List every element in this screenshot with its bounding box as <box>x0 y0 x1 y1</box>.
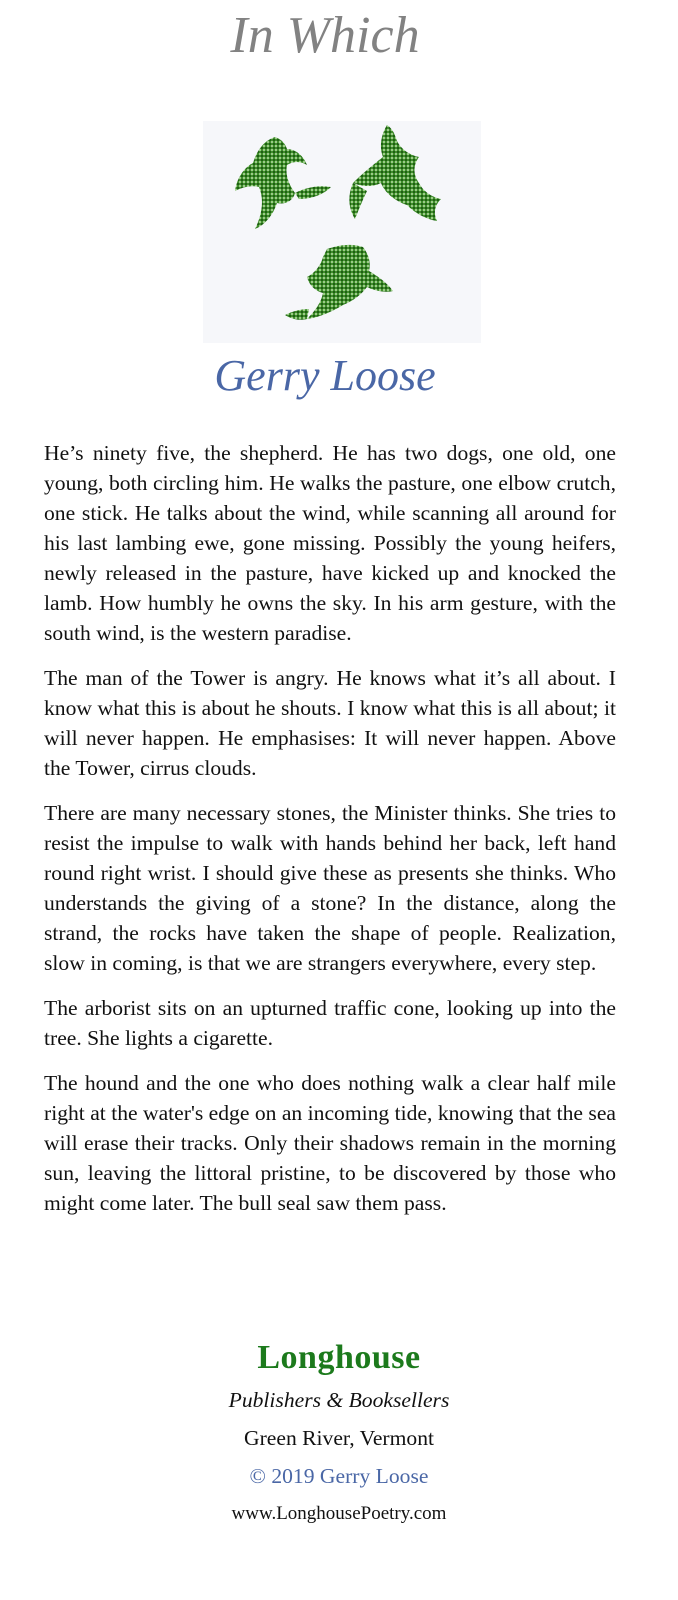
poem-paragraph: There are many necessary stones, the Minister thinks. She tries to resist the impulse to walk with hands behind her back, left hand round right wrist. I should give these as presents she thinks. Who understands the giving of a stone? In the distance, along the strand, the rocks have taken the shape of people. Realization, slow in coming, is that we are strangers everywhere, every step. <box>44 801 616 975</box>
three-birds-emblem <box>203 121 481 343</box>
publisher-tagline: Publishers & Booksellers <box>228 1388 450 1412</box>
author-name: Gerry Loose <box>214 351 436 400</box>
bird-icon-bottom <box>285 245 393 320</box>
publisher-location: Green River, Vermont <box>243 1426 435 1450</box>
poem-paragraph: He’s ninety five, the shepherd. He has two dogs, one old, one young, both circling him. He walks the pasture, one elbow crutch, one stick. He talks about the wind, while scanning all around for his last lambing ewe, gone missing. Possibly the young heifers, newly released in the pasture, have kicked up and knocked the lamb. How humbly he owns the sky. In his arm gesture, with the south wind, is the western paradise. <box>44 441 616 645</box>
publisher-website-link[interactable]: www.LonghousePoetry.com <box>231 1503 447 1524</box>
poem-title: In Which <box>230 7 420 64</box>
poem-paragraph: The man of the Tower is angry. He knows what it’s all about. I know what this is about he shouts. I know what this is all about; it will never happen. He emphasises: It will never happen. Above the Tower, cirrus clouds. <box>44 666 616 780</box>
poem-paragraph: The arborist sits on an upturned traffic cone, looking up into the tree. She lights a cigarette. <box>44 996 616 1050</box>
poem-paragraph: The hound and the one who does nothing walk a clear half mile right at the water's edge on an incoming tide, knowing that the sea will erase their tracks. Only their shadows remain in the morning sun, leaving the littoral pristine, to be discovered by those who might come later. The bull seal saw them pass. <box>44 1071 616 1215</box>
copyright-notice: © 2019 Gerry Loose <box>249 1464 429 1488</box>
publisher-logo: Longhouse <box>257 1339 421 1376</box>
publisher-footer <box>0 1335 678 1533</box>
bird-icon-right <box>349 125 441 221</box>
poem-body <box>44 438 616 1233</box>
bird-icon-upper-left <box>235 137 331 229</box>
three-birds-circle-emblem-icon <box>203 121 481 343</box>
